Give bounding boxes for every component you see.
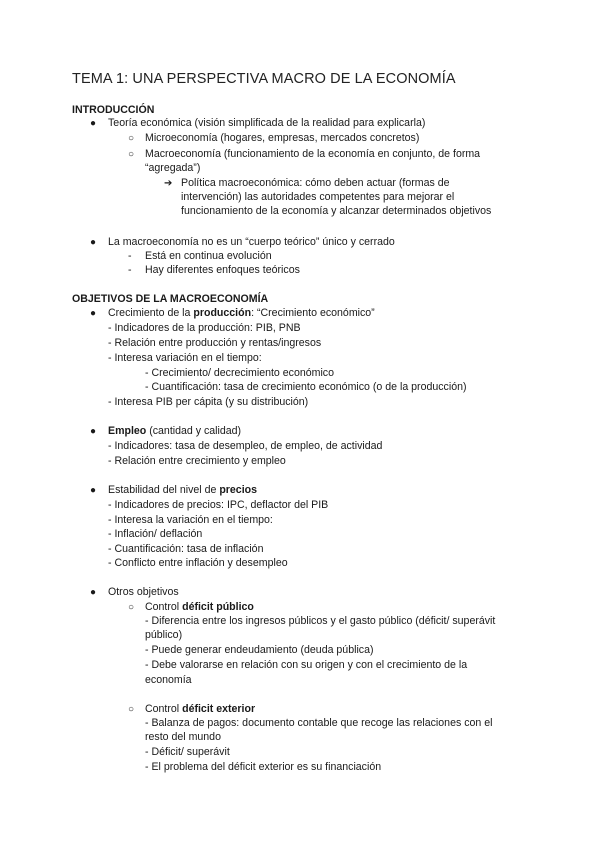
public-deficit-title: Control déficit público (145, 601, 254, 613)
objective-prices: Estabilidad del nivel de precios (108, 484, 257, 496)
public-deficit-line: - Puede generar endeudamiento (deuda pública) (145, 644, 374, 656)
intro-macro-line1: Macroeconomía (funcionamiento de la economía en conjunto, de forma (145, 148, 481, 160)
bullet-disc-icon: ● (90, 485, 97, 496)
objective-production: Crecimiento de la producción: “Crecimiento económico” (108, 307, 375, 319)
production-line: - Relación entre producción y rentas/ingresos (108, 337, 322, 349)
prices-line: - Conflicto entre inflación y desempleo (108, 557, 288, 569)
objectives-heading: OBJETIVOS DE LA MACROECONOMÍA (72, 293, 269, 305)
bullet-arrow-icon: ➔ (164, 178, 173, 189)
intro-heading: INTRODUCCIÓN (72, 104, 155, 116)
employment-line: - Relación entre crecimiento y empleo (108, 455, 286, 467)
public-deficit-line: - Diferencia entre los ingresos públicos y el gasto público (déficit/ superávit (145, 615, 496, 627)
intro-item-theory: Teoría económica (visión simplificada de la realidad para explicarla) (108, 117, 426, 129)
production-line: - Interesa PIB per cápita (y su distribución) (108, 396, 309, 408)
public-deficit-line: - Debe valorarse en relación con su origen y con el crecimiento de la (145, 659, 468, 671)
intro-micro: Microeconomía (hogares, empresas, mercados concretos) (145, 132, 420, 144)
objective-employment: Empleo (cantidad y calidad) (108, 425, 242, 437)
external-deficit-line: resto del mundo (145, 731, 221, 743)
bullet-circle-icon: ○ (128, 704, 135, 715)
prices-line: - Inflación/ deflación (108, 528, 203, 540)
external-deficit-line: - El problema del déficit exterior es su financiación (145, 761, 382, 773)
public-deficit-line: público) (145, 629, 183, 641)
production-line: - Indicadores de la producción: PIB, PNB (108, 322, 301, 334)
bullet-circle-icon: ○ (128, 133, 135, 144)
prices-line: - Interesa la variación en el tiempo: (108, 514, 273, 526)
intro-macro-line2: “agregada”) (145, 162, 201, 174)
prices-line: - Cuantificación: tasa de inflación (108, 543, 264, 555)
bullet-disc-icon: ● (90, 426, 97, 437)
external-deficit-title: Control déficit exterior (145, 703, 256, 715)
intro-policy-line3: funcionamiento de la economía y alcanzar determinados objetivos (181, 205, 492, 217)
production-line: - Crecimiento/ decrecimiento económico (145, 367, 334, 379)
external-deficit-line: - Déficit/ superávit (145, 746, 230, 758)
external-deficit-line: - Balanza de pagos: documento contable que recoge las relaciones con el (145, 717, 493, 729)
intro-policy-line1: Política macroeconómica: cómo deben actuar (formas de (181, 177, 450, 189)
page-title: TEMA 1: UNA PERSPECTIVA MACRO DE LA ECONOMÍA (72, 71, 456, 87)
production-line: - Cuantificación: tasa de crecimiento económico (o de la producción) (145, 381, 467, 393)
bullet-disc-icon: ● (90, 118, 97, 129)
employment-line: - Indicadores: tasa de desempleo, de empleo, de actividad (108, 440, 383, 452)
dash-marker: - (128, 264, 132, 276)
objective-others: Otros objetivos (108, 586, 179, 598)
prices-line: - Indicadores de precios: IPC, deflactor del PIB (108, 499, 329, 511)
bullet-circle-icon: ○ (128, 602, 135, 613)
public-deficit-line: economía (145, 674, 192, 686)
intro-item-macro-evolution: La macroeconomía no es un “cuerpo teórico” único y cerrado (108, 236, 395, 248)
intro-sub-evolution: Está en continua evolución (145, 250, 272, 262)
bullet-circle-icon: ○ (128, 149, 135, 160)
production-line: - Interesa variación en el tiempo: (108, 352, 262, 364)
bullet-disc-icon: ● (90, 237, 97, 248)
intro-sub-approaches: Hay diferentes enfoques teóricos (145, 264, 300, 276)
bullet-disc-icon: ● (90, 587, 97, 598)
dash-marker: - (128, 250, 132, 262)
bullet-disc-icon: ● (90, 308, 97, 319)
intro-policy-line2: intervención) las autoridades competentes para mejorar el (181, 191, 455, 203)
